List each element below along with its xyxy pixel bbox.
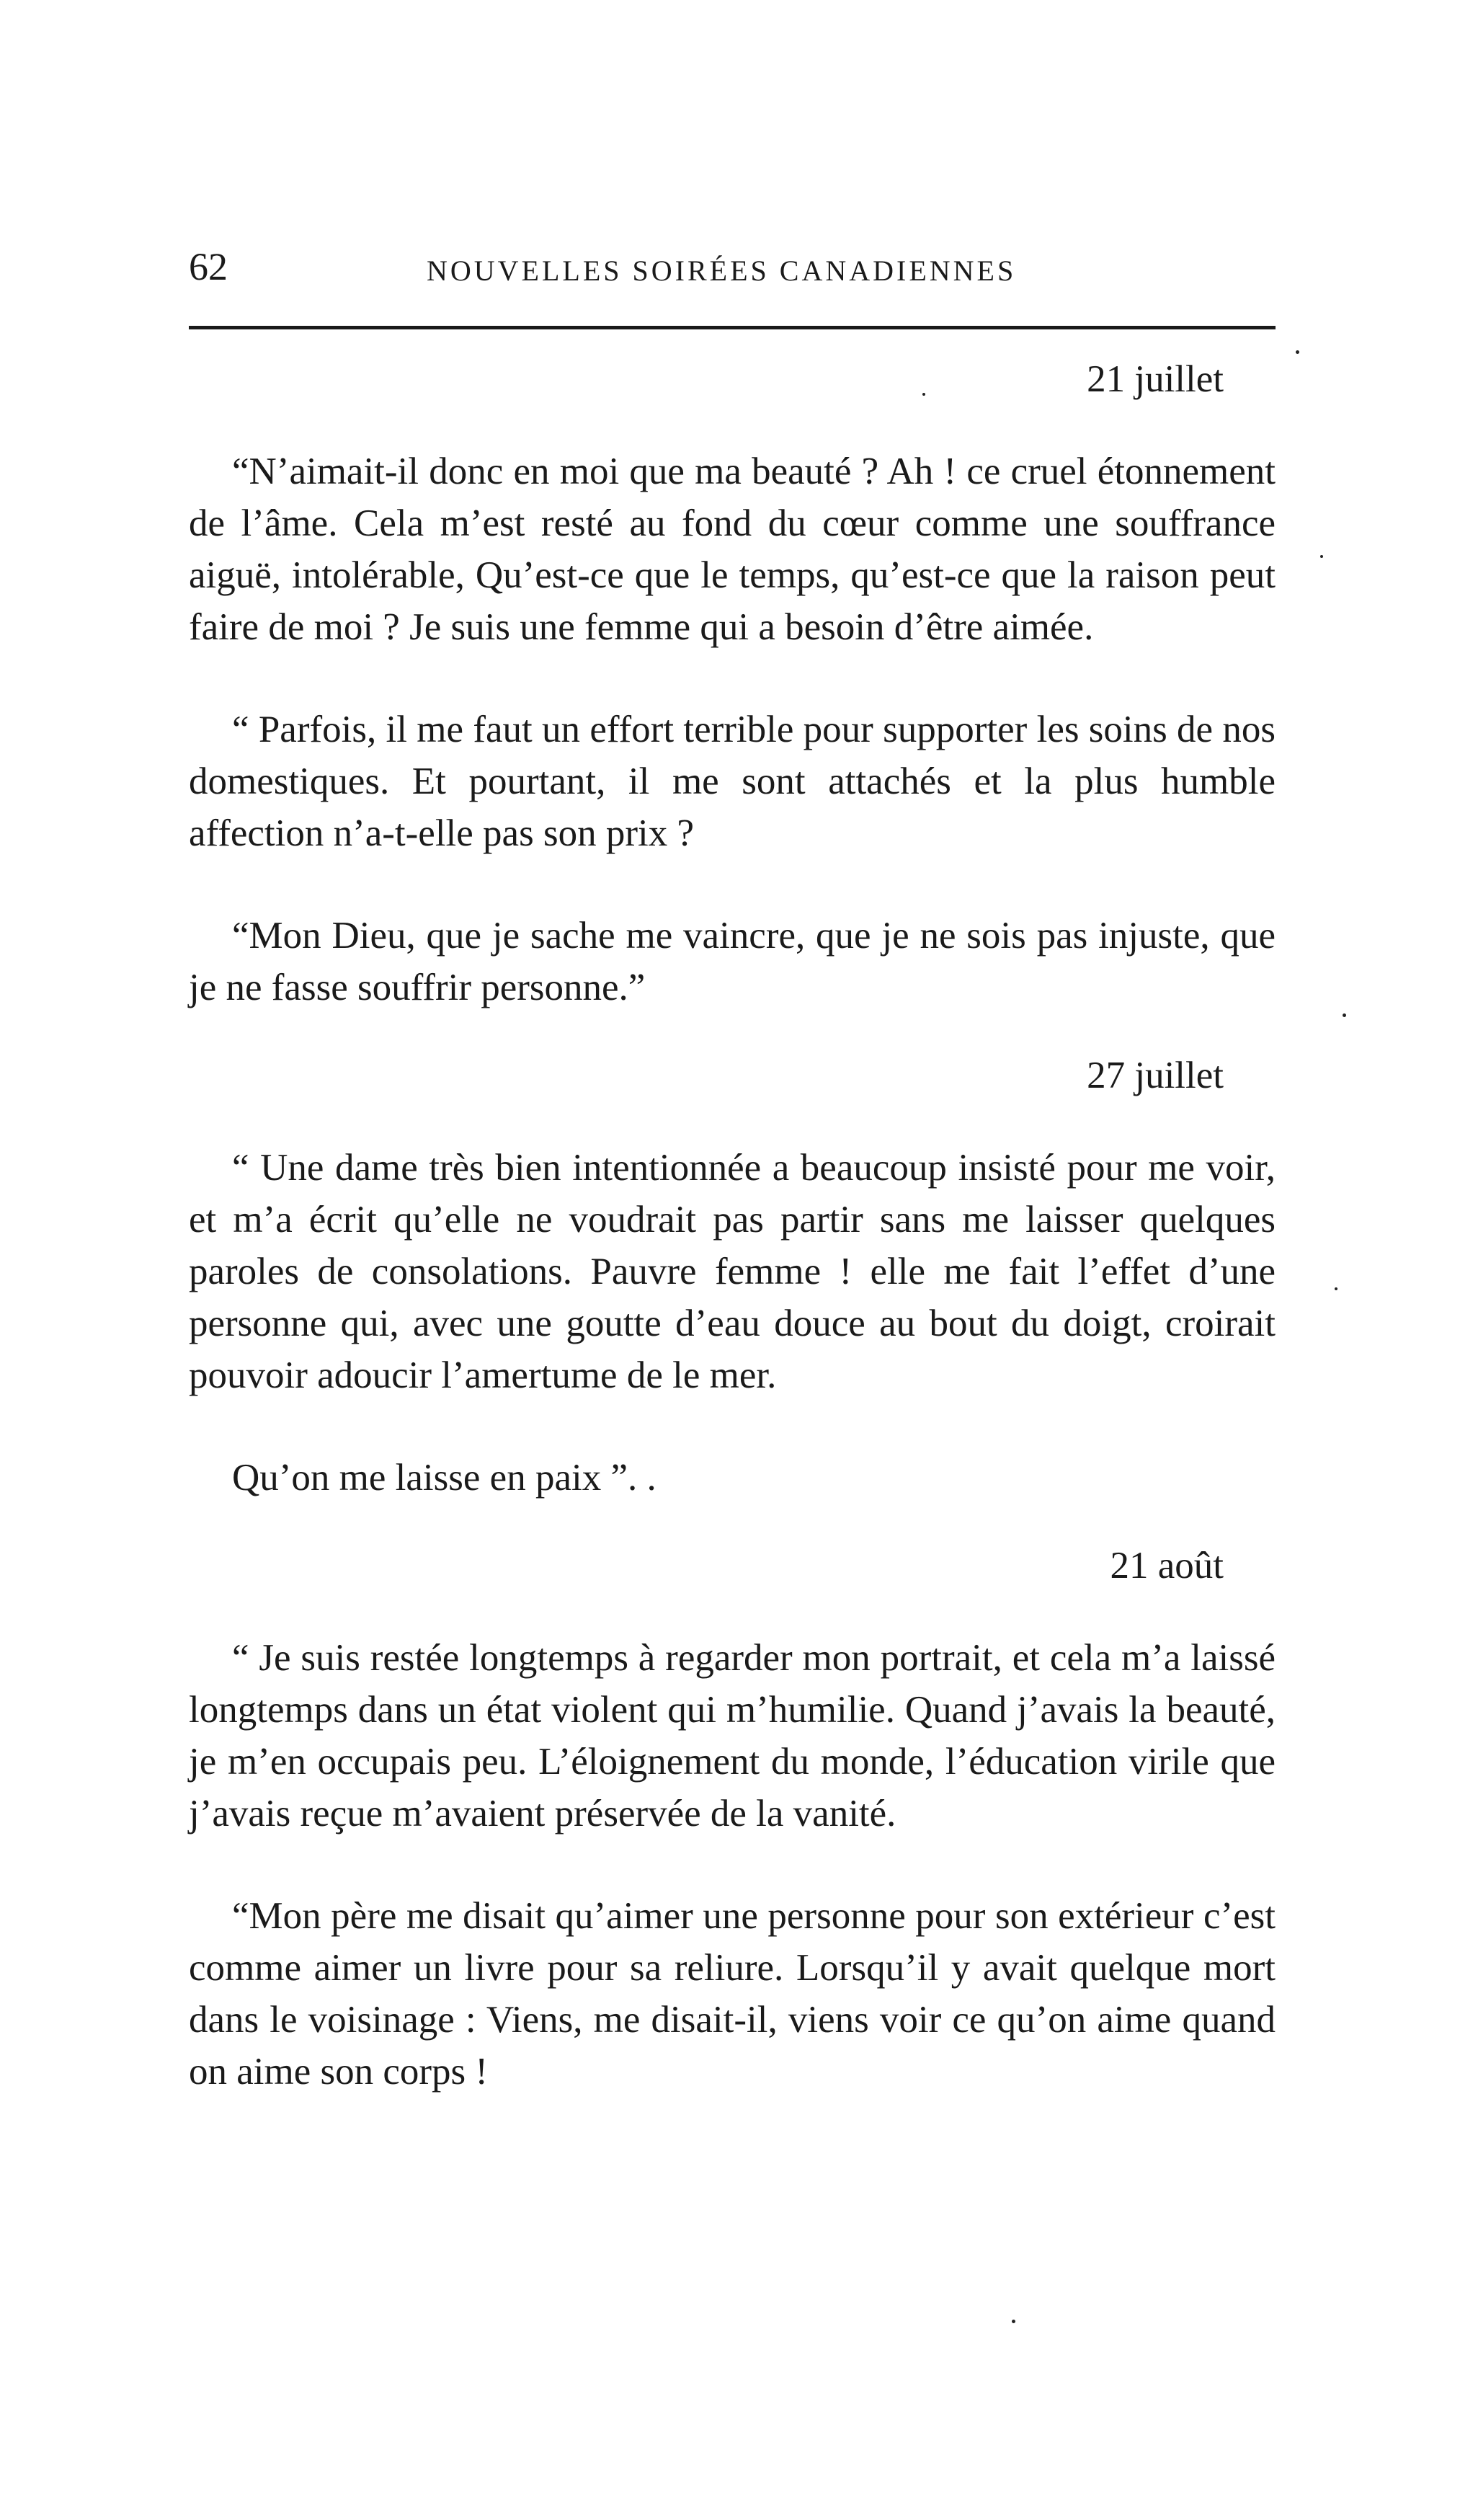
paragraph: “Mon Dieu, que je sache me vaincre, que je ne sois pas injuste, que je ne fasse souffrir personne.” bbox=[189, 915, 1276, 1008]
scan-speck bbox=[1335, 1287, 1337, 1290]
page-body bbox=[189, 353, 1276, 2134]
paragraph: “ Je suis restée longtemps à regarder mon portrait, et cela m’a laissé longtemps dans un état violent qui m’humilie. Quand j’avais la beauté, je m’en occupais peu. L’éloignement du monde, l’éducation virile que j’avais reçue m’avaient préservée de la vanité. bbox=[189, 1637, 1276, 1834]
diary-entry bbox=[189, 1540, 1276, 2098]
scan-speck bbox=[922, 393, 925, 396]
paragraph: “ Une dame très bien intentionnée a beaucoup insisté pour me voir, et m’a écrit qu’elle ne voudrait pas partir sans me laisser quelques paroles de consolations. Pauvre femme ! elle me fait l’effet d’une personne qui, avec une goutte d’eau douce au bout du doigt, croirait pouvoir adoucir l’amertume de le mer. bbox=[189, 1147, 1276, 1396]
paragraph: “N’aimait-il donc en moi que ma beauté ? Ah ! ce cruel étonnement de l’âme. Cela m’est resté au fond du cœur comme une souffrance aiguë, intolérable, Qu’est-ce que le temps, qu’est-ce que la raison peut faire de moi ? Je suis une femme qui a besoin d’être aimée. bbox=[189, 451, 1276, 648]
entry-date: 27 juillet bbox=[1087, 1055, 1224, 1096]
paragraph: “ Parfois, il me faut un effort terrible pour supporter les soins de nos domestiques. Et pourtant, il me sont attachés et la plus humble affection n’a-t-elle pas son prix ? bbox=[189, 709, 1276, 854]
page-number: 62 bbox=[189, 245, 228, 288]
scan-speck bbox=[1343, 1013, 1346, 1017]
running-title: NOUVELLES SOIRÉES CANADIENNES bbox=[427, 254, 1017, 287]
paragraph: Qu’on me laisse en paix ”. . bbox=[232, 1457, 656, 1499]
entry-date: 21 juillet bbox=[1087, 358, 1224, 400]
scan-speck bbox=[1320, 555, 1323, 558]
paragraph: “Mon père me disait qu’aimer une personne pour son extérieur c’est comme aimer un livre pour sa reliure. Lorsqu’il y avait quelque mort dans le voisinage : Viens, me disait-il, viens voir ce qu’on aime quand on aime son corps ! bbox=[189, 1895, 1276, 2093]
diary-entry bbox=[189, 1050, 1276, 1504]
entry-date: 21 août bbox=[1110, 1545, 1224, 1587]
header-rule bbox=[189, 326, 1276, 329]
scan-speck bbox=[1012, 2320, 1015, 2323]
scan-speck bbox=[1296, 350, 1299, 354]
page-header bbox=[189, 238, 1276, 296]
diary-entry bbox=[189, 353, 1276, 1013]
